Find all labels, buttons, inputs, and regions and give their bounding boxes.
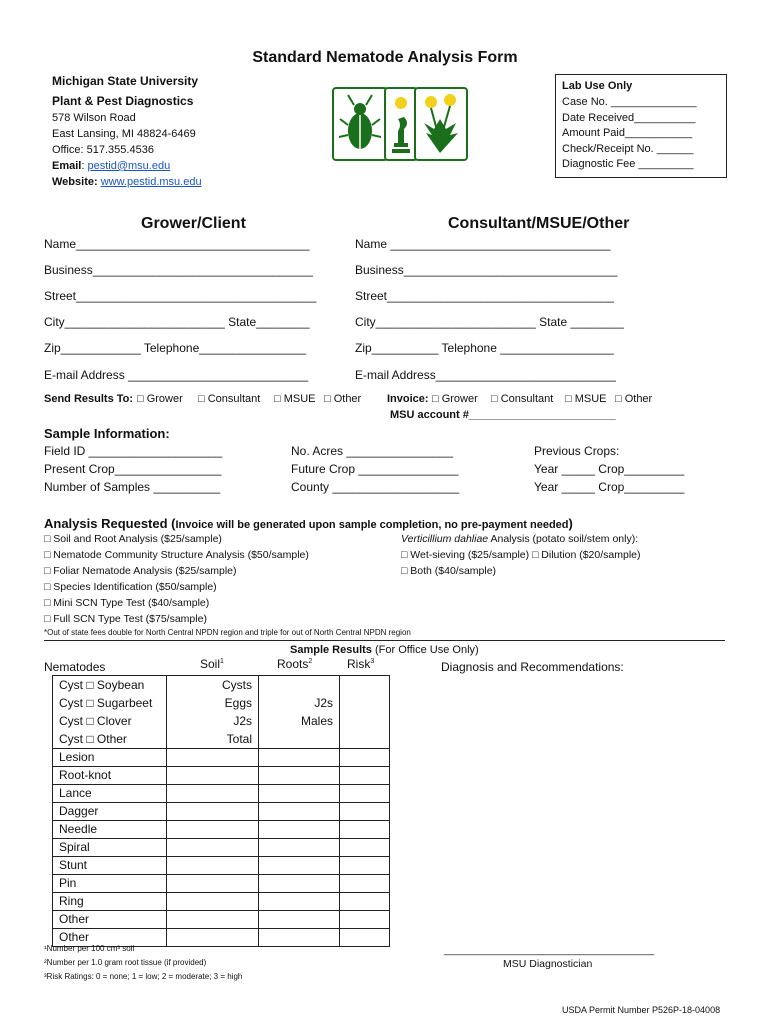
future-crop-field[interactable]: Future Crop _______________ [291,462,459,476]
row-divider-7 [53,856,389,857]
consultant-street-field[interactable]: Street__________________________________ [355,289,614,303]
lab-office-phone: Office: 517.355.4536 [52,144,154,156]
analysis-option-soil-root[interactable]: □ Soil and Root Analysis ($25/sample) [44,533,222,545]
table-row-pin: Pin [59,876,77,890]
soil-label-cysts: Cysts [222,678,252,692]
invoice-label: Invoice: [387,393,429,405]
soil-label-eggs: Eggs [224,696,252,710]
table-row-needle: Needle [59,822,98,836]
col-soil [200,657,224,671]
root-label-males: Males [300,714,333,728]
fee-footnote: *Out of state fees double for North Central NPDN region and triple for out of North Central NPDN region [44,628,411,637]
table-row-cyst-other: Cyst □ Other [59,732,127,746]
grower-city-state-field[interactable]: City________________________ State________ [44,315,310,329]
analysis-option-community[interactable]: □ Nematode Community Structure Analysis ($50/sample) [44,549,309,561]
website-label: Website: [52,176,98,188]
col-soil-sup: 1 [220,658,224,665]
website-link[interactable]: www.pestid.msu.edu [100,176,202,188]
analysis-option-mini-scn[interactable]: □ Mini SCN Type Test ($40/sample) [44,597,210,609]
previous-crops-label: Previous Crops: [534,444,620,458]
table-row-stunt: Stunt [59,858,88,872]
send-msue-checkbox[interactable]: □ MSUE [274,393,316,405]
col-divider-3 [339,676,340,946]
send-consultant-checkbox[interactable]: □ Consultant [198,393,261,405]
table-row-cyst-soybean: Cyst □ Soybean [59,678,145,692]
table-row-cyst-clover: Cyst □ Clover [59,714,132,728]
lab-use-title: Lab Use Only [562,80,633,92]
signature-label: MSU Diagnostician [503,958,593,970]
row-divider-4 [53,802,389,803]
analysis-invoice-note: Invoice will be generated upon sample completion, no pre-payment needed [175,519,569,531]
form-title: Standard Nematode Analysis Form [252,49,518,66]
present-crop-field[interactable]: Present Crop________________ [44,462,222,476]
col-nematodes: Nematodes [44,660,106,674]
email-label: Email [52,160,82,172]
col-roots [277,657,312,671]
verticillium-species: Verticillium dahliae [401,533,489,545]
grower-email-field[interactable]: E-mail Address ___________________________ [44,368,309,382]
verticillium-rest: Analysis (potato soil/stem only): [488,533,639,545]
diagnostic-fee-field[interactable]: Diagnostic Fee _________ [562,158,694,170]
table-row-cyst-sugarbeet: Cyst □ Sugarbeet [59,696,153,710]
col-roots-label: Roots [277,657,309,671]
row-divider-2 [53,766,389,767]
row-divider-8 [53,874,389,875]
row-divider-5 [53,820,389,821]
row-divider-3 [53,784,389,785]
table-row-spiral: Spiral [59,840,90,854]
table-row-other-1: Other [59,912,90,926]
note-soil-units: ¹Number per 100 cm³ soil [44,944,135,953]
consultant-name-field[interactable]: Name _________________________________ [355,237,611,251]
row-divider-10 [53,910,389,911]
soil-label-j2s: J2s [233,714,252,728]
sample-info-heading: Sample Information: [44,426,170,441]
check-receipt-field[interactable]: Check/Receipt No. ______ [562,143,694,155]
verticillium-heading [401,533,638,545]
consultant-zip-telephone-field[interactable]: Zip__________ Telephone _________________ [355,341,614,355]
send-results-label: Send Results To: [44,393,134,405]
verticillium-both-checkbox[interactable]: □ Both ($40/sample) [401,565,497,577]
analysis-option-foliar[interactable]: □ Foliar Nematode Analysis ($25/sample) [44,565,237,577]
results-heading-bold: Sample Results [290,644,372,656]
invoice-msue-checkbox[interactable]: □ MSUE [565,393,607,405]
table-row-ring: Ring [59,894,84,908]
consultant-heading: Consultant/MSUE/Other [448,215,630,232]
lab-website-line [52,176,202,188]
grower-heading: Grower/Client [141,215,246,232]
analysis-heading [44,515,573,533]
row-divider-1 [53,748,389,749]
msu-account-field[interactable]: MSU account #________________________ [390,409,616,421]
field-id-field[interactable]: Field ID ____________________ [44,444,223,458]
invoice-grower-checkbox[interactable]: □ Grower [432,393,478,405]
row-divider-11 [53,928,389,929]
col-risk-label: Risk [347,657,371,671]
case-no-field[interactable]: Case No. ______________ [562,96,697,108]
invoice-other-checkbox[interactable]: □ Other [615,393,653,405]
results-heading-note: (For Office Use Only) [371,644,479,656]
lab-use-only-box [555,74,727,178]
table-row-other-2: Other [59,930,90,944]
results-heading [290,644,479,656]
lab-address-1: 578 Wilson Road [52,112,136,124]
verticillium-wet-dilution-options[interactable]: □ Wet-sieving ($25/sample) □ Dilution ($20/sample) [401,549,641,561]
email-link[interactable]: pestid@msu.edu [87,160,171,172]
analysis-heading-close: ) [568,516,573,531]
previous-crop-year-1-field[interactable]: Year _____ Crop_________ [534,462,685,476]
logo-dandelion-icon [414,87,468,161]
number-of-samples-field[interactable]: Number of Samples __________ [44,480,221,494]
previous-crop-year-2-field[interactable]: Year _____ Crop_________ [534,480,685,494]
table-row-lance: Lance [59,786,92,800]
lab-email-line: Email: pestid@msu.edu [52,160,171,172]
analysis-option-species-id[interactable]: □ Species Identification ($50/sample) [44,581,217,593]
grower-business-field[interactable]: Business_________________________________ [44,263,313,277]
invoice-consultant-checkbox[interactable]: □ Consultant [491,393,554,405]
grower-name-field[interactable]: Name___________________________________ [44,237,310,251]
note-root-units: ²Number per 1.0 gram root tissue (if provided) [44,958,207,967]
analysis-option-full-scn[interactable]: □ Full SCN Type Test ($75/sample) [44,613,207,625]
grower-street-field[interactable]: Street____________________________________ [44,289,317,303]
col-roots-sup: 2 [308,658,313,665]
section-divider [44,640,725,641]
col-soil-label: Soil [200,657,221,671]
lab-name: Michigan State University [52,74,199,88]
signature-line[interactable]: ____________________________________ [444,944,655,956]
consultant-city-state-field[interactable]: City________________________ State ________ [355,315,624,329]
send-grower-checkbox[interactable]: □ Grower [137,393,183,405]
row-divider-6 [53,838,389,839]
no-acres-field[interactable]: No. Acres ________________ [291,444,454,458]
consultant-business-field[interactable]: Business________________________________ [355,263,618,277]
table-row-root-knot: Root-knot [59,768,112,782]
row-divider-9 [53,892,389,893]
amount-paid-field[interactable]: Amount Paid___________ [562,127,693,139]
county-field[interactable]: County ___________________ [291,480,460,494]
usda-permit-number: USDA Permit Number P526P-18-04008 [562,1005,721,1015]
grower-zip-telephone-field[interactable]: Zip____________ Telephone________________ [44,341,307,355]
logo-microscope-icon [384,87,418,161]
consultant-email-field[interactable]: E-mail Address___________________________ [355,368,616,382]
date-received-field[interactable]: Date Received__________ [562,112,696,124]
note-risk-ratings: ³Risk Ratings: 0 = none; 1 = low; 2 = moderate; 3 = high [44,972,243,981]
logo-beetle-icon [332,87,388,161]
col-risk-sup: 3 [370,658,375,665]
col-risk [347,657,374,671]
table-row-lesion: Lesion [59,750,95,764]
soil-label-total: Total [226,732,252,746]
analysis-heading-text: Analysis Requested ( [44,516,176,531]
root-label-j2s: J2s [314,696,333,710]
results-table [52,675,390,947]
send-other-checkbox[interactable]: □ Other [324,393,362,405]
table-row-dagger: Dagger [59,804,99,818]
diagnosis-heading: Diagnosis and Recommendations: [441,660,624,674]
lab-address-2: East Lansing, MI 48824-6469 [52,128,196,140]
lab-dept: Plant & Pest Diagnostics [52,94,194,108]
